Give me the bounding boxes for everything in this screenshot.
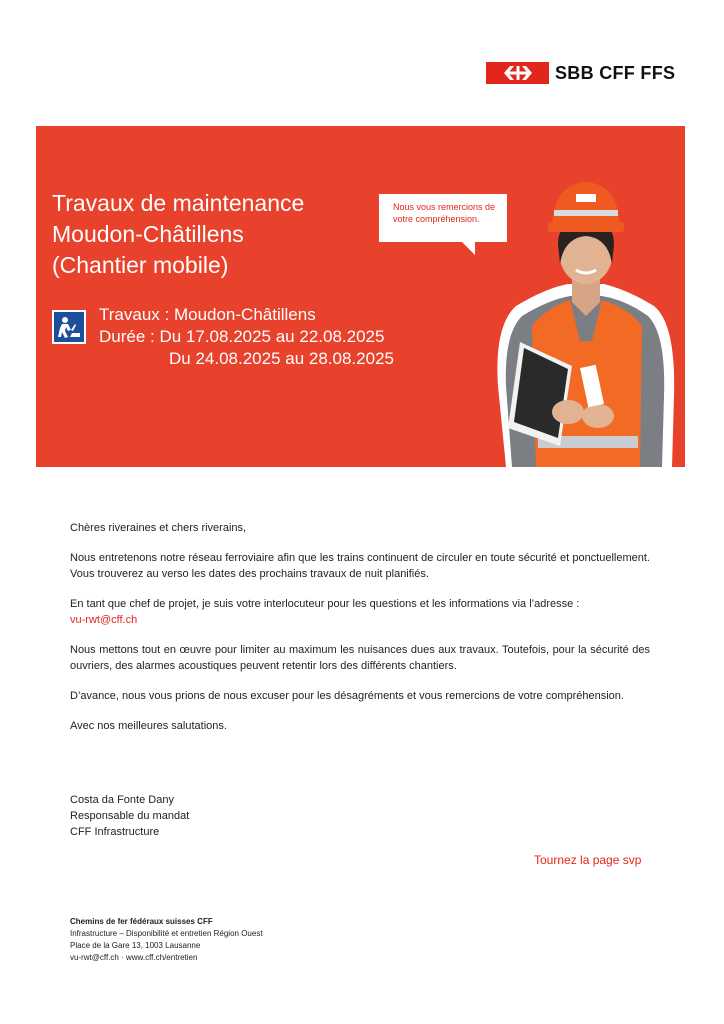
hero-banner: [36, 126, 685, 467]
footer-org: Chemins de fer fédéraux suisses CFF: [70, 917, 213, 926]
email-link[interactable]: vu-rwt@cff.ch: [70, 614, 138, 626]
paragraph: D’avance, nous vous prions de nous excuser pour les désagréments et vous remercions de votre compréhension.: [70, 690, 624, 702]
sbb-logo: [486, 62, 675, 84]
signer-role: Responsable du mandat: [70, 810, 190, 822]
footer-address: Place de la Gare 13, 1003 Lausanne: [70, 941, 201, 950]
banner-title: [52, 188, 392, 281]
paragraph-text: En tant que chef de projet, je suis votre interlocuteur pour les questions et les informations via l’adresse :: [70, 598, 580, 610]
signature-block: [70, 792, 189, 840]
banner-title-line: (Chantier mobile): [52, 252, 229, 278]
banner-title-line: Travaux de maintenance: [52, 190, 305, 216]
paragraph-contact: [70, 596, 650, 628]
turn-page-note: Tournez la page svp: [534, 853, 642, 867]
paragraph: Nous mettons tout en œuvre pour limiter au maximum les nuisances dues aux travaux. Toutefois, pour la sécurité des ouvriers, des alarmes acoustiques peuvent retentir lors des différents chantiers.: [70, 644, 650, 672]
speech-bubble: Nous vous remercions de votre compréhension.: [379, 194, 507, 242]
footer-contact[interactable]: vu-rwt@cff.ch · www.cff.ch/entretien: [70, 953, 198, 962]
letter-body: [70, 520, 650, 748]
closing: Avec nos meilleures salutations.: [70, 720, 227, 732]
paragraph: Nous entretenons notre réseau ferroviaire afin que les trains continuent de circuler en toute sécurité et ponctuellement. Vous trouverez au verso les dates des prochains travaux de nuit planifiés.: [70, 552, 650, 580]
banner-title-line: Moudon-Châtillens: [52, 221, 244, 247]
greeting: Chères riveraines et chers riverains,: [70, 522, 247, 534]
footer-dept: Infrastructure – Disponibilité et entretien Région Ouest: [70, 929, 263, 938]
works-details: [99, 304, 394, 370]
works-duration: Durée : Du 17.08.2025 au 22.08.2025: [99, 327, 385, 346]
works-duration: Du 24.08.2025 au 28.08.2025: [169, 349, 394, 368]
worker-illustration: [476, 166, 685, 467]
footer: [70, 916, 263, 964]
signer-org: CFF Infrastructure: [70, 826, 160, 838]
logo-text: SBB CFF FFS: [555, 62, 676, 83]
works-location: Travaux : Moudon-Châtillens: [99, 305, 316, 324]
speech-bubble-tail: [461, 241, 475, 255]
signer-name: Costa da Fonte Dany: [70, 794, 174, 806]
sbb-arrows-icon: [486, 62, 549, 84]
construction-worker-icon: [52, 310, 86, 344]
